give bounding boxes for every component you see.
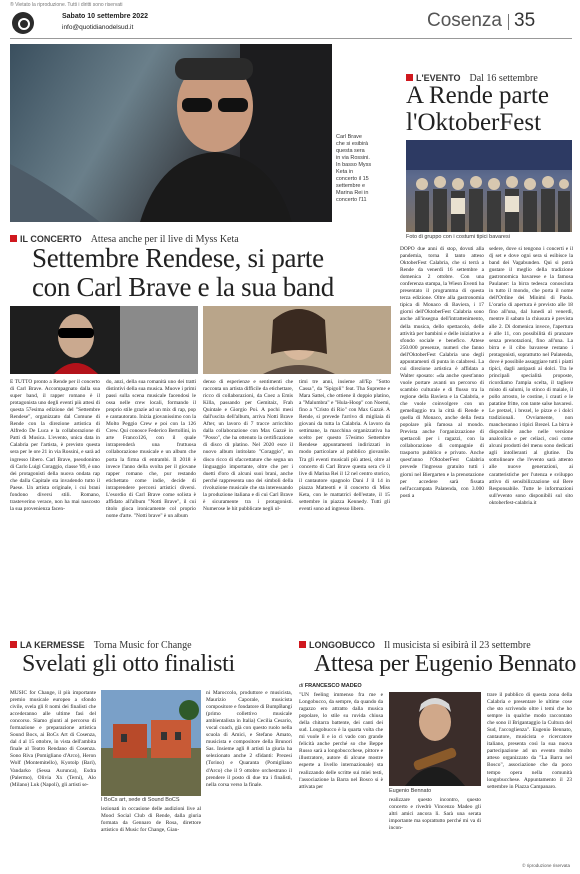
copyright-notice: © riproduzione riservata xyxy=(522,863,570,868)
kermesse-kicker: LA KERMESSE xyxy=(20,640,85,650)
bocs-art-photo xyxy=(101,690,201,796)
section-city: Cosenza xyxy=(427,10,502,31)
oktoberfest-column-1: DOPO due anni di stop, dovuti alla pandemia, torna il tanto atteso OktoberFest Calabria, che si terrà a Rende da venerdì 16 settembre a domenica 2 ottobre. Con una conferenza stampa, la Wiesn Eventi ha presentato il programma di questa terza edizione. Oltre alla gastronomia tipica di Monaco di Baviera, i 17 giorni dell'OktoberFest Calabria sono anche all'insegna dell'intrattenimento, della musica, dello spettacolo, delle attività per bambini e delle iniziative a sfondo sociale e benefico. Attese 250.000 presenze, numeri che fanno dell'OktoberFest Calabria uno degli appuntamenti di punta in calabresi. La cui direzione artistica è affidata a Walter sposato: «da anche quest'anno vuole portare avanti un percorso di scambio culturale e di flusso tra la regione della Baviera e la Calabria, e che vuole coinvolgere con un gemellaggio tra la città di Rende e quella di Monaco, anche della festa popolare più famosa al mondo. Prevista anche l'organizzazione di spettacoli per i ragazzi, con la collaborazione di compagnie di trasporto pubblico e privato. Anche quest'anno l'OktoberFest Calabria prevede l'ingresso gratuito tutti i giorni nel Biergarten e la prenotazione per accedere sarà fissata nell'accampata Palatenda, con 3.000 posti a xyxy=(400,246,484,499)
kermesse-kicker-sub: Torna Music for Change xyxy=(93,640,192,651)
longobucco-column-1: "UN feeling immenso fra me e Longobucco, da sempre, da quando da ragazzo ero attratto dalla musica popolare, lo stile su ruvida chiusa della chitarra battente, dei canti dei sud. Longobucco è la quarta volta che mi vuole lì e io ci vado con grande felicità anche perché so che Beppe Russo sarà a longobuccchese, pittore e illustratore, autore di alcune mostre esperte a livello internazionale) sta realizzando delle scritte sui miei testi, l'associazione la Barra nel Bosco si è attivata per xyxy=(299,692,383,790)
concerto-kicker: IL CONCERTO xyxy=(20,234,82,244)
newspaper-logo-icon xyxy=(12,12,34,34)
longobucco-kicker-sub: Il musicista si esibirà il 23 settembre xyxy=(384,640,531,651)
concerto-column-2: do, anzi, della sua romanità uno dei tratti distintivi della sua musica. Muove i primi passi sulla scena musicale facendosi le ossa nelle crew locali, formando il proprio stile grazie ad un mix di rap, pop e cantautorato. Inizia giovanissimo con la Molto Peggio Crew e poi con la 126 Crew. Qui conosce Federico Bertollini, in arte Franco126, con il quale intraprenderà una fruttuosa collaborazione musicale e un album che porta la firma di entrambi. Il 2018 è invece l'anno della svolta per il giovane rapper romano che, pur restando etichettato come indie, decide di intraprendere percorsi artistici diversi. L'esordio di Carl Brave come solista è affidato all'album "Notti Brave", il cui titolo gioca ironicamente col proprio nome d'arte. "Notti brave" è un album xyxy=(106,379,196,519)
bocs-art-caption: I BoCs art, sede di Sound BoCS xyxy=(101,797,180,803)
longobucco-column-2: realizzare questo incontro, questo concerto e rivedrò Vincenzo Madeo gli altri amici ancora lì. Sarà una serata importante ma soprattutto perché mi va di incon- xyxy=(389,797,481,832)
longobucco-headline: Attesa per Eugenio Bennato xyxy=(314,651,577,677)
kermesse-column-2: lezionati in occasione delle audizioni live al Mood Social Club di Rende, dalla giuria formata da Gennaro de Rosa, direttore artistico di Music for Change, Gian- xyxy=(101,806,201,834)
kicker-marker xyxy=(10,641,17,648)
kermesse-column-1: MUSIC for Change, il più importante premio musicale europeo a sfondo civile, svela gli 8 nomi dei finalisti che accederanno alle ultime fasi del concorso. Siamo giunti al percorso di formazione e preparazione artistica Sound Bocs, ai BoCs Art di Cosenza, dal 4 al 15 ottobre, in vista dell'ambita finale al Teatro Rendano di Cosenza. Sono Riva (Pomigliano d'Arco), Heron Wolf (Montemitello), Kyotolp (Bari), Vandarko (Sessa Aurunca), Esdra (Palermo), Olivia Xx (Terni), Alo (Milano) Luk (Napoli), gli artisti se- xyxy=(10,690,96,788)
eugenio-bennato-photo xyxy=(389,692,481,786)
eugenio-bennato-caption: Eugenio Bennato xyxy=(389,788,432,794)
kicker-marker xyxy=(10,235,17,242)
bocs-art-illustration xyxy=(101,690,201,796)
evento-headline: A Rende parte l'OktoberFest xyxy=(406,82,550,136)
concerto-kicker-sub: Attesa anche per il live di Myss Keta xyxy=(90,234,239,245)
contact-email[interactable]: info@quotidianodelsud.it xyxy=(62,24,134,31)
carl-brave-photo xyxy=(10,44,332,222)
longobucco-kicker: LONGOBUCCO xyxy=(309,640,375,650)
masthead-rule xyxy=(10,38,572,39)
kermesse-headline: Svelati gli otto finalisti xyxy=(22,651,235,677)
marina-rei-illustration xyxy=(203,306,391,374)
oktoberfest-column-2: sedere, dove si tengono i concerti e il dj set e dove ogni sera si esibisce la band dei Vagabunden. Qui si potrà gustare il meglio della tradizione gastronomica bavarese e la famosa Paulaner: la birra tedesca conosciuta in tutto il mondo, che porta il nome dell'Ordine dei Minimi di Paola. L'orario di apertura è previsto alle 18 fino all'una, dal lunedì al venerdì, mentre il sabato la chiusura è prevista alle 2. Di domenica invece, l'apertura è alle 11, con possibilità di pranzare senza prenotazioni, fino all'una. La birra e il cibo bavarese restano i protagonisti, soprattutto nel Palatenda, dove è possibile assaggiare tutti i piatti tipici, dagli antipasti ai dolci. Tra le principali specialità proposte, ricordiamo l'ampia scelta, il tagliere misto di salumi, lo stinco di maiale, il pollo arrosto, le costine, i crauti e le patatine fritte, con tante salse bavaresi. Le pretzel, i brezel, le pizze e i dolci tradizionali. Ovviamente, non mancheranno i tipici Brezel. La birra è disponibile anche nelle versione analcolica e per celiaci, così come alcuni prodotti del menu sono dedicati agli intolleranti al glutine. Da sottolineare che l'evento sarà attento alle nuove generazioni, ai caratteristiche per l'utenza e sviluppo attivo di sensibilizzazione sul Bere Responsabile. Tutte le informazioni sull'evento sono disponibili sul sito oktoberfest-calabria.it xyxy=(489,246,573,506)
masthead-divider xyxy=(508,14,509,30)
kermesse-column-3: ni Maroccolo, produttore e musicista, Maurizio Caporale, musicista compositore e fondatore di BumpBangi (primo collettivo musicale ambientalista in Italia) Cecilia Cesario, vocal coach, già con questo ruolo nella scuola di Amici, e Stefano Amato, musicista e compositore della Brunori Sas. Insieme agli 8 artisti la giuria ha selezionato anche 2 sfidanti: Prezesi (Torino) e Quaranta (Pomigliano d'Arco) che il 9 ottobre orchestrano il prendere il posto di due tra i finalisti, nella corsa verso la finale. xyxy=(206,690,292,788)
concerto-column-4: timi tre anni, insieme all'Ep "Sotto Cassa", da "Spigoli" feat. Tha Supreme e Mara Sattei, che ottiene il doppio platino, a "Malumbra" e "Hula-Hoop" con Noemi, fino a "Cristo di Rio" con Max Gazzè. A Rende, si prevede l'arrivo di migliaia di giovani da tutta la Calabria. A lavoro da settimane, la macchina organizzativa ha scelto per questo 57esimo Settembre Rendese appuntamenti indirizzati in modo particolare al pubblico giovanile. Tra gli eventi musicali più attesi, oltre al concerto di Carl Brave questa sera c'è il live di Marina Rei il 12 nel centro storico, il cantautore spagnolo Dani J il 14 in piazza Matteotti e il concerto di Miss Keta, con le mattatrici dell'estate, il 15 settembre in piazza Kennedy. Tutti gli eventi sono ad ingresso libero. xyxy=(299,379,390,512)
kicker-marker xyxy=(299,641,306,648)
myss-keta-illustration xyxy=(10,306,198,374)
oktoberfest-photo-caption: Foto di gruppo con i costumi tipici bavaresi xyxy=(406,234,510,240)
evento-kicker: L'EVENTO xyxy=(416,73,461,83)
longobucco-column-3: trare il pubblico di questa zona della Calabria e presentare le ultime cose che sto scrivendo oltre i temi che ho sempre in qualche modo raccontato che sono il Brigantaggio la Cultura del Sud, l'accoglienza". Eugenio Bennato, cantautore, musicista e ricercatore italiano, presenta così la sua nuova partecipazione ad un evento molto atteso organizzato da "La Barra nel Bosco", associazione che da poco tempo opera nella comunità longobucchese. Appuntamento il 23 settembre in Piazza Campanaro. xyxy=(487,692,572,790)
concerto-column-1: È TUTTO pronto a Rende per il concerto di Carl Brave. Accompagnato dalla sua super band, il rapper romano è il protagonista uno degli eventi più attesi di questa 57esima edizione del "Settembre Rendese", organizzato dal Comune di Rende con la direzione artistica di Alfredo De Luca e la collaborazione di Patti di Musica. L'evento, unica data in Calabria per l'artista, è previsto questa sera per le ore 21 in via Rossini, e sarà ad ingresso libero. Carl Brave, pseudonimo di Carlo Luigi Coraggio, classe '89, è uno dei protagonisti della nuova ondata rap che dalla Capitale sta invadendo tutto il Paese. Un artista originale, i cui brani fondono diversi stili. Romano, trasteverino verace, non ha mai nascosto la sua provenienza facen- xyxy=(10,379,100,512)
concerto-column-3: denso di esperienze e sentimenti che racconta un artista difficile da etichettare, ricco di collaborazioni, da Coez a Emis Killa, passando per Gemitaiz, Frah Quintale e Giorgio Poi. A pochi mesi dall'uscita dell'album, arriva Notti Brave After, un lavoro di 7 tracce arricchito dalla collaborazione con Max Gazzè in "Posso", che ha ottenuto la certificazione di disco di platino. Nel 2020 esce il nuovo album intitolato "Coraggio", un disco ricco di sfaccettature che segna un linguaggio importante, oltre che per i duetti d'oro di alcuni suoi brani, anche perché rappresenta uno dei simboli della rivoluzione musicale che sta interessando la produzione italiana e di cui Carl Brave è sicuramente tra i protagonisti. Numerose le hit pubblicate negli ul- xyxy=(203,379,293,512)
issue-date: Sabato 10 settembre 2022 xyxy=(62,13,148,20)
marina-rei-photo xyxy=(203,306,391,374)
evento-kicker-sub: Dal 16 settembre xyxy=(469,73,538,84)
carl-brave-caption: Carl Brave che si esibirà questa sera in via Rossini. In basso Myss Keta in concerto il 15 settembre e Marina Rei in concerto l'11 xyxy=(336,134,372,203)
oktoberfest-group-photo xyxy=(406,140,572,232)
longobucco-byline: di FRANCESCO MADEO xyxy=(299,683,362,689)
kicker-marker xyxy=(406,74,413,81)
eugenio-bennato-illustration xyxy=(389,692,481,786)
copyright-strip: ® Vietato la riproduzione. Tutti i diritti sono riservati xyxy=(10,2,123,8)
oktoberfest-illustration xyxy=(406,140,572,232)
concerto-headline: Settembre Rendese, si parte con Carl Brave e la sua band xyxy=(32,243,334,302)
myss-keta-photo xyxy=(10,306,198,374)
carl-brave-illustration xyxy=(10,44,332,222)
page-number: 35 xyxy=(514,10,536,31)
